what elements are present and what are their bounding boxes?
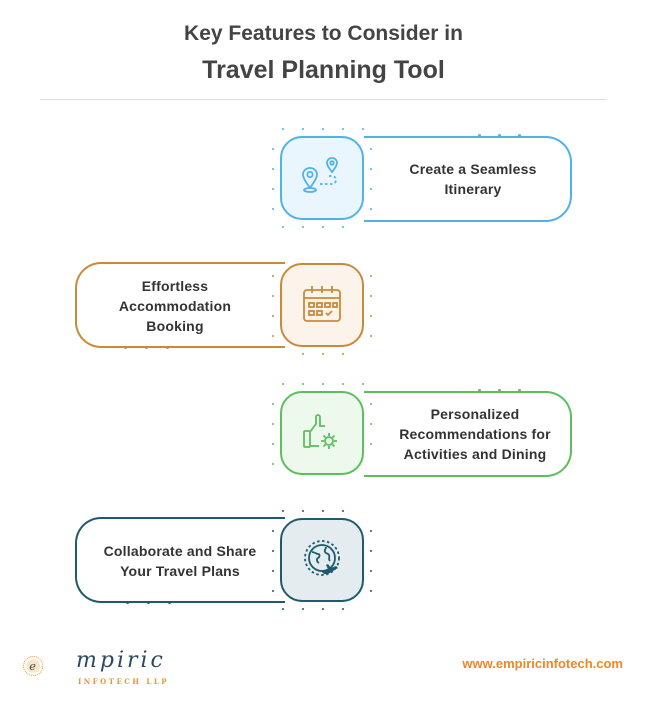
feature-1-dots [270,126,374,230]
logo-subtitle: INFOTECH LLP [78,677,170,686]
svg-text:e: e [29,660,36,673]
feature-3-label: Personalized Recommendations for Activities and Dining [399,406,551,462]
website-link[interactable]: www.empiricinfotech.com [462,656,623,671]
logo-wordmark: mpiric [76,648,166,673]
feature-3-dots [270,381,374,485]
feature-4-dots [270,508,374,612]
empiric-logo-icon [22,636,82,696]
feature-2-dots [270,253,374,357]
page-title-line2: Travel Planning Tool [202,56,445,84]
feature-4-label: Collaborate and Share Your Travel Plans [103,543,257,579]
page-title-line1: Key Features to Consider in [184,22,463,45]
title-divider [40,99,607,100]
feature-1-label: Create a Seamless Itinerary [409,161,537,197]
feature-2-label: Effortless Accommodation Booking [118,278,232,334]
